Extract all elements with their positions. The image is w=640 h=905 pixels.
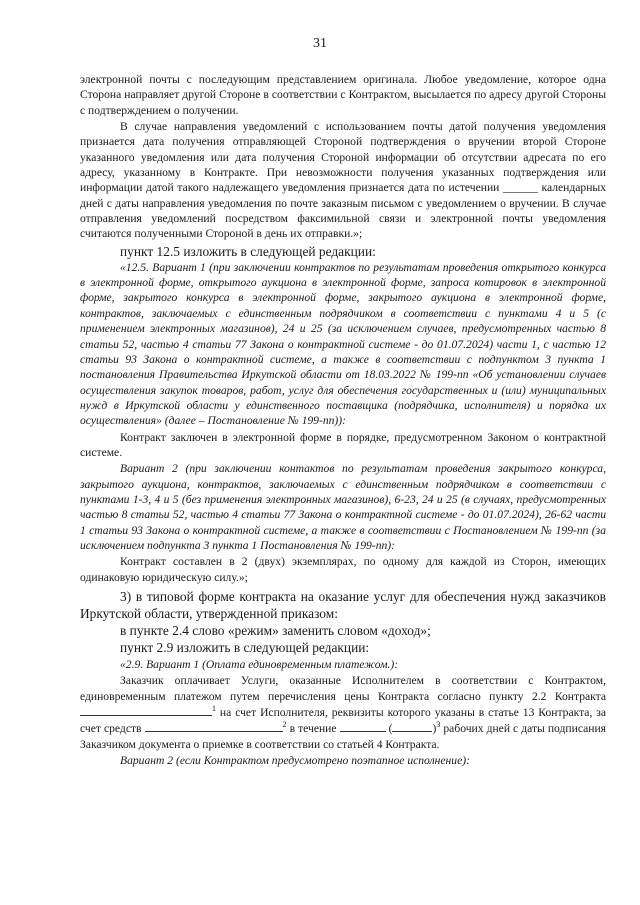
blank-field-days-words [392,720,432,732]
paragraph-electronic-form: Контракт заключен в электронной форме в порядке, предусмотренном Законом о контрактной системе. [80,430,606,459]
payment-text-within: в течение [289,722,337,736]
blank-field-days [340,720,386,732]
paragraph-clause-2-4: в пункте 2.4 слово «режим» заменить словом «доход»; [120,623,431,638]
paragraph-clause-2-9-variant-2: Вариант 2 (если Контрактом предусмотрено поэтапное исполнение): [120,754,470,768]
paragraph-variant-2: Вариант 2 (при заключении контактов по результатам проведения закрытого конкурса, закрытого аукциона, контрактов, заключаемых с единственным подрядчиком в соответствии с пунктами 1-3, 4 и 5 (без применения электронных магазинов), 6-23, 24 и 25 (в случаях, предусмотренных частью 8 статьи 52, частью 4 статьи 77 Закона о контрактной системе - до 01.07.2024), 26-62 части 1 статьи 93 Закона о контрактной системе, а также в соответствии с Постановлением № 199-пп (за исключением подпункта 3 пункта 1 Постановления № 199-пп): [80,462,606,552]
paragraph-clause-12-5-intro: пункт 12.5 изложить в следующей редакции: [120,243,376,259]
payment-text-end: рабочих дней с даты подписания Заказчиком документа о приемке в соответствии со статьей 4 Контракта. [80,722,606,751]
page-number: 31 [313,36,327,51]
paragraph-clause-2-9-intro: пункт 2.9 изложить в следующей редакции: [120,640,370,655]
paragraph-two-copies: Контракт составлен в 2 (двух) экземплярах, по одному для каждой из Сторон, имеющих одинаковую юридическую силу.»; [80,555,606,584]
paragraph-email-notice: электронной почты с последующим представлением оригинала. Любое уведомление, которое одна Сторона направляет другой Стороне в соответствии с Контрактом, высылается по адресу другой Стороны с подтверждением о получении. [80,73,606,117]
footnote-mark: 1 [212,704,216,714]
footnote-mark: 3 [436,720,441,730]
paragraph-payment: Заказчик оплачивает Услуги, оказанные Исполнителем в соответствии с Контрактом, единовременным платежом путем перечисления цены Контракта согласно пункту 2.2 Контракта $^1$ на счет Исполнителя, реквизиты которого указаны в статье 13 Контракта, за счет средств $^2$ в течение ( )$^3$ рабочих дней с даты подписания Заказчиком документа о приемке в соответствии со статьей 4 Контракта. [80,674,606,751]
blank-field-funds [145,720,283,732]
footnote-mark: 2 [282,720,287,730]
paragraph-variant-1: «12.5. Вариант 1 (при заключении контрактов по результатам проведения открытого конкурса в электронной форме, открытого аукциона в электронной форме, запроса котировок в электронной форме, закрытого конкурса в электронной форме, закрытого аукциона в электронной форме, контрактов, заключаемых с единственным подрядчиком в соответствии с пунктами 4 и 5 (с применением электронных магазинов), 24 и 25 (за исключением случаев, предусмотренных частью 8 статьи 52, частью 4 статьи 77 Закона о контрактной системе - до 01.07.2024) части 1, с частью 12 статьи 93 Закона о контрактной системе, а также в соответствии с подпунктом 3 пункта 1 постановления Правительства Иркутской области от 18.03.2022 № 199-пп «Об установлении случаев осуществления закупок товаров, работ, услуг для обеспечения государственных и (или) муниципальных нужд в Иркутской области у единственного поставщика (подрядчика, исполнителя) и порядка их осуществления» (далее – Постановление № 199-пп)): [80,260,606,428]
document-body [80,72,606,768]
payment-text-start: Заказчик оплачивает Услуги, оказанные Исполнителем в соответствии с Контрактом, единовременным платежом путем перечисления цены Контракта согласно пункту 2.2 Контракта [80,674,606,703]
paragraph-item-3: 3) в типовой форме контракта на оказание услуг для обеспечения нужд заказчиков Иркутской области, утвержденной приказом: [80,589,606,621]
blank-field-price [80,704,212,716]
payment-text-account: на счет Исполнителя, реквизиты которого указаны в статье 13 Контракта, за счет средств [80,706,606,736]
paragraph-mail-notification: В случае направления уведомлений с использованием почты датой получения уведомления признается дата получения отправляющей Стороной подтверждения о вручении второй Стороне указанного уведомления или дата получения Стороной информации об отсутствии адресата по его адресу, указанному в Контракте. При невозможности получения указанных подтверждения или информации датой такого надлежащего уведомления признается дата по истечении ______ календарных дней с даты направления уведомления по почте заказным письмом с уведомлением о вручении. В случае отправления уведомлений посредством факсимильной связи и электронной почты уведомления считаются полученными Стороной в день их отправки.»; [80,120,606,241]
paragraph-clause-2-9-variant-1: «2.9. Вариант 1 (Оплата единовременным платежом.): [120,658,399,671]
